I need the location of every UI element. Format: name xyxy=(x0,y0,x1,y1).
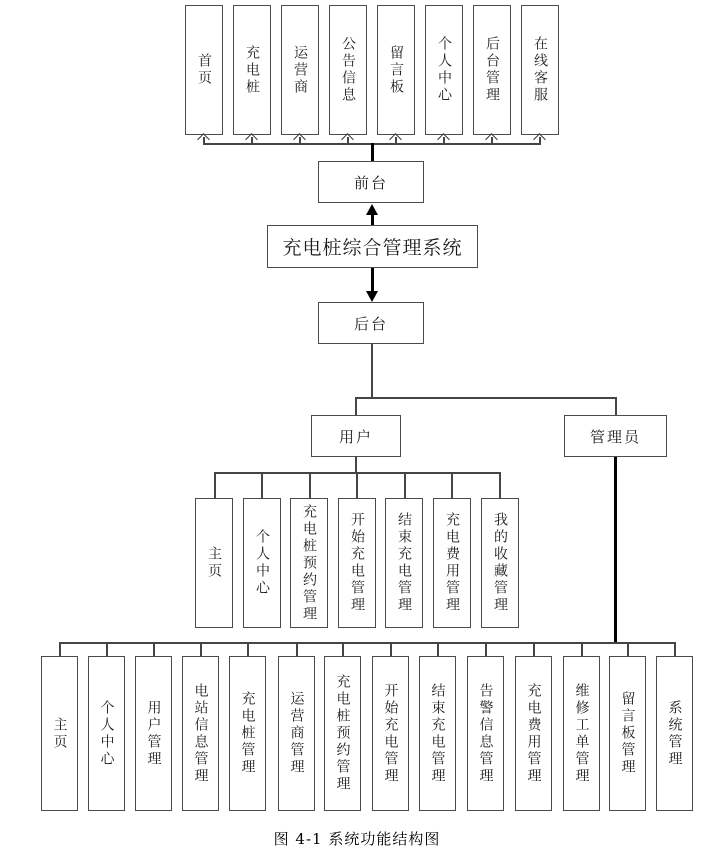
connector-line xyxy=(247,642,249,656)
figure-caption: 图 4-1 系统功能结构图 xyxy=(273,830,441,848)
user-module-pile-reservation-management: 充电桩预约管理 xyxy=(290,498,328,628)
user-module-charging-fee-management: 充电费用管理 xyxy=(433,498,471,628)
user-module-home: 主页 xyxy=(195,498,233,628)
frontend-module-message-board: 留言板 xyxy=(377,5,415,135)
connector-line xyxy=(390,642,392,656)
user-module-personal-center: 个人中心 xyxy=(243,498,281,628)
admin-module-personal-center: 个人中心 xyxy=(88,656,125,811)
connector-line xyxy=(581,642,583,656)
admin-trunk-line xyxy=(614,457,617,642)
admin-module-pile-reservation-management: 充电桩预约管理 xyxy=(324,656,361,811)
admin-module-message-board-management: 留言板管理 xyxy=(609,656,646,811)
frontend-module-personal-center: 个人中心 xyxy=(425,5,463,135)
user-module-end-charging-management: 结束充电管理 xyxy=(385,498,423,628)
connector-line xyxy=(404,472,406,498)
connector-line xyxy=(342,642,344,656)
admin-module-system-management: 系统管理 xyxy=(656,656,693,811)
connector-line xyxy=(355,397,357,415)
connector-line xyxy=(153,642,155,656)
connector-line xyxy=(533,642,535,656)
admin-module-end-charging-management: 结束充电管理 xyxy=(419,656,456,811)
connector-line xyxy=(674,642,676,656)
admin-module-operator-management: 运营商管理 xyxy=(278,656,315,811)
admin-module-charging-pile-management: 充电桩管理 xyxy=(229,656,266,811)
frontend-box: 前台 xyxy=(318,161,424,203)
admin-module-home: 主页 xyxy=(41,656,78,811)
admin-role-box: 管理员 xyxy=(564,415,667,457)
admin-module-repair-order-management: 维修工单管理 xyxy=(563,656,600,811)
frontend-module-home: 首页 xyxy=(185,5,223,135)
connector-line xyxy=(485,642,487,656)
connector-line xyxy=(214,472,216,498)
frontend-module-announcement-info: 公告信息 xyxy=(329,5,367,135)
role-split-line xyxy=(355,397,616,399)
arrow-down-icon xyxy=(366,291,378,302)
connector-line xyxy=(356,472,358,498)
system-root-box: 充电桩综合管理系统 xyxy=(267,225,478,268)
admin-module-station-info-management: 电站信息管理 xyxy=(182,656,219,811)
connector-line xyxy=(355,457,357,472)
frontend-module-backend-management: 后台管理 xyxy=(473,5,511,135)
admin-module-charging-fee-management: 充电费用管理 xyxy=(515,656,552,811)
connector-line xyxy=(627,642,629,656)
admin-module-start-charging-management: 开始充电管理 xyxy=(372,656,409,811)
connector-line xyxy=(615,397,617,415)
connector-line xyxy=(200,642,202,656)
connector-line xyxy=(371,344,373,397)
connector-line xyxy=(106,642,108,656)
frontend-module-charging-pile: 充电桩 xyxy=(233,5,271,135)
user-bus-line xyxy=(214,472,501,474)
trunk-line xyxy=(371,143,374,162)
connector-line xyxy=(371,268,374,292)
user-module-start-charging-management: 开始充电管理 xyxy=(338,498,376,628)
admin-bus-line xyxy=(59,642,676,644)
connector-line xyxy=(59,642,61,656)
connector-line xyxy=(499,472,501,498)
admin-module-alarm-info-management: 告警信息管理 xyxy=(467,656,504,811)
backend-box: 后台 xyxy=(318,302,424,344)
user-role-box: 用户 xyxy=(311,415,401,457)
admin-module-user-management: 用户管理 xyxy=(135,656,172,811)
connector-line xyxy=(371,213,374,225)
frontend-module-operator: 运营商 xyxy=(281,5,319,135)
connector-line xyxy=(309,472,311,498)
user-module-my-favorites-management: 我的收藏管理 xyxy=(481,498,519,628)
connector-line xyxy=(296,642,298,656)
connector-line xyxy=(451,472,453,498)
frontend-module-online-customer-service: 在线客服 xyxy=(521,5,559,135)
connector-line xyxy=(261,472,263,498)
connector-line xyxy=(437,642,439,656)
